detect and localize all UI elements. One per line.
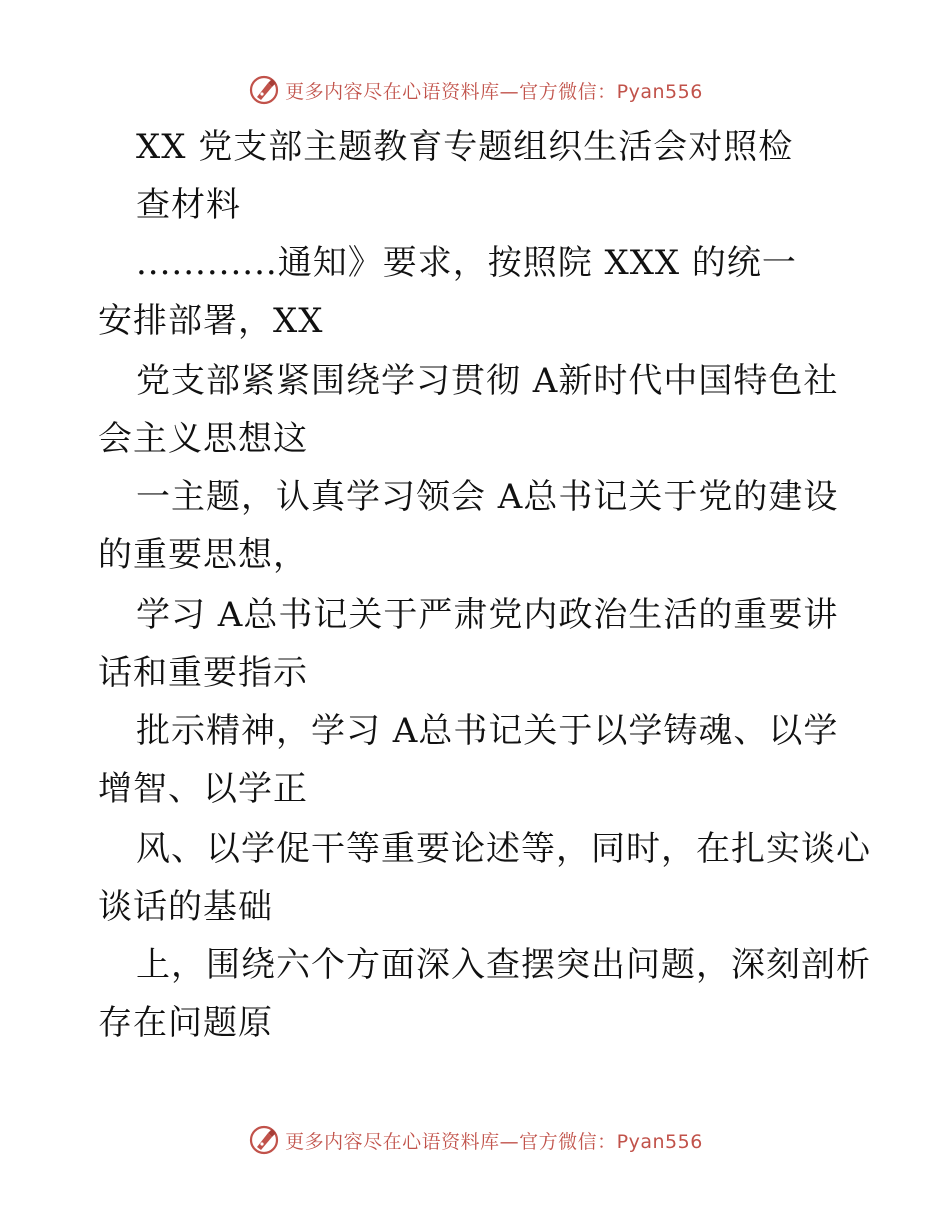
watermark-text: 更多内容尽在心语资料库—官方微信：Pyan556 [285, 1130, 703, 1153]
text-line: 学习 A总书记关于严肃党内政治生活的重要讲 [136, 595, 839, 635]
header-watermark [0, 70, 950, 110]
pen-nib-logo-icon [247, 73, 281, 107]
text-line: 风、以学促干等重要论述等，同时，在扎实谈心 [136, 829, 871, 869]
text-line: 安排部署，XX [98, 301, 324, 341]
text-line: 上，围绕六个方面深入查摆突出问题，深刻剖析 [136, 945, 871, 985]
text-line: 批示精神，学习 A总书记关于以学铸魂、以学 [136, 711, 839, 751]
footer-watermark [0, 1120, 950, 1160]
text-line: 党支部紧紧围绕学习贯彻 A新时代中国特色社 [136, 361, 839, 401]
text-line: ............通知》要求，按照院 XXX 的统一 [136, 243, 797, 283]
text-line: 增智、以学正 [98, 769, 308, 809]
text-line: 话和重要指示 [98, 653, 308, 693]
pen-nib-logo-icon [247, 1123, 281, 1157]
watermark-text: 更多内容尽在心语资料库—官方微信：Pyan556 [285, 80, 703, 103]
text-line: 存在问题原 [98, 1003, 273, 1043]
text-line: 谈话的基础 [98, 887, 273, 927]
text-line: 一主题，认真学习领会 A总书记关于党的建设 [136, 477, 839, 517]
text-line: 会主义思想这 [98, 419, 308, 459]
text-line: XX 党支部主题教育专题组织生活会对照检 [136, 127, 794, 167]
text-line: 查材料 [136, 185, 241, 225]
text-line: 的重要思想， [98, 535, 308, 575]
